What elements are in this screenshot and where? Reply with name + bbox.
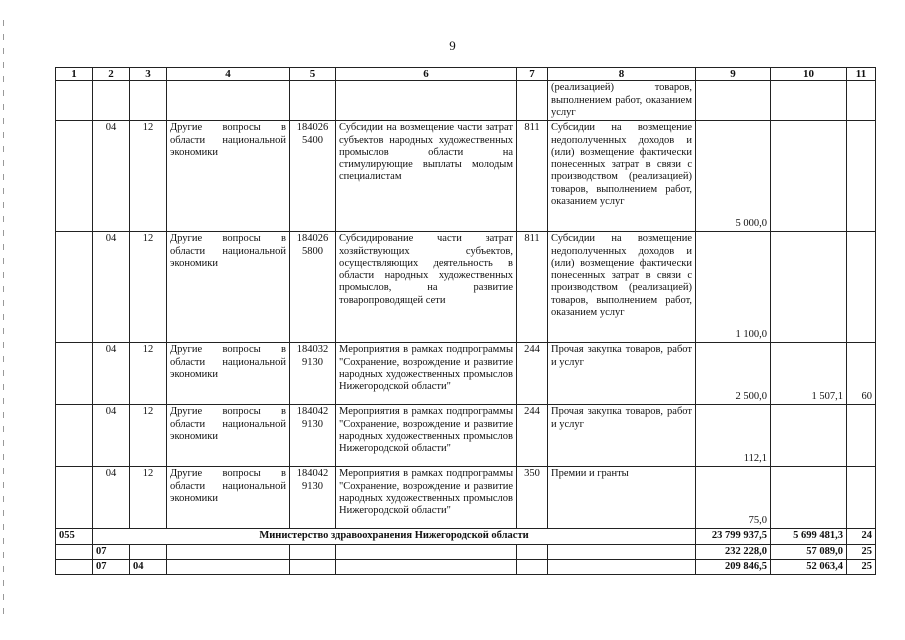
section-row — [56, 544, 876, 559]
cell-section: 07 — [93, 559, 130, 574]
header-cell: 1 — [56, 68, 93, 81]
cell-ministry-code: 055 — [56, 529, 93, 544]
table-cell — [696, 81, 771, 121]
table-cell — [290, 559, 336, 574]
header-cell: 11 — [847, 68, 876, 81]
table-cell — [93, 81, 130, 121]
table-body — [56, 68, 876, 575]
cell-percent — [847, 405, 876, 467]
cell-ministry — [56, 343, 93, 405]
table-cell — [167, 81, 290, 121]
cell-fact — [771, 232, 847, 343]
cell-kvr: 811 — [517, 121, 548, 232]
cell-target-name: Мероприятия в рамках подпрограммы "Сохранение, возрождение и развитие народных художественных промыслов Нижегородской области" — [336, 343, 517, 405]
cell-section-name: Другие вопросы в области национальной экономики — [167, 405, 290, 467]
header-cell: 2 — [93, 68, 130, 81]
ministry-row — [56, 529, 876, 544]
cell-plan: 2 500,0 — [696, 343, 771, 405]
table-row — [56, 232, 876, 343]
table-row — [56, 81, 876, 121]
cell-fact: 52 063,4 — [771, 559, 847, 574]
cell-plan: 1 100,0 — [696, 232, 771, 343]
header-cell: 8 — [548, 68, 696, 81]
cell-ministry — [56, 405, 93, 467]
cell-kvr: 244 — [517, 405, 548, 467]
cell-percent — [847, 121, 876, 232]
cell-kvr-name: Прочая закупка товаров, работ и услуг — [548, 343, 696, 405]
cell-section: 04 — [93, 343, 130, 405]
cell-section-name: Другие вопросы в области национальной экономики — [167, 232, 290, 343]
table-cell — [290, 544, 336, 559]
cell-subsection: 12 — [130, 405, 167, 467]
cell-kvr-name: Премии и гранты — [548, 467, 696, 529]
header-cell: 7 — [517, 68, 548, 81]
cell-subsection: 04 — [130, 559, 167, 574]
cell-ministry — [56, 544, 93, 559]
cell-fact — [771, 467, 847, 529]
scan-edge-mark — [3, 20, 4, 620]
cell-fact: 1 507,1 — [771, 343, 847, 405]
cell-kvr-name: Субсидии на возмещение недополученных доходов и (или) возмещение фактически понесенных затрат в связи с производством (реализацией) товаров, выполнением работ, оказанием услуг — [548, 232, 696, 343]
cell-fact — [771, 121, 847, 232]
cell-section: 07 — [93, 544, 130, 559]
cell-section: 04 — [93, 405, 130, 467]
cell-ministry — [56, 559, 93, 574]
cell-percent: 24 — [847, 529, 876, 544]
table-cell — [548, 544, 696, 559]
cell-section-name: Другие вопросы в области национальной экономики — [167, 467, 290, 529]
cell-kvr: 350 — [517, 467, 548, 529]
cell-target-code: 184026 5800 — [290, 232, 336, 343]
cell-target-name: Субсидии на возмещение части затрат субъектов народных художественных промыслов области на стимулирующие выплаты молодым специалистам — [336, 121, 517, 232]
table-cell — [56, 81, 93, 121]
cell-target-code: 184032 9130 — [290, 343, 336, 405]
table-cell — [517, 559, 548, 574]
cell-fact: 57 089,0 — [771, 544, 847, 559]
table-cell — [336, 559, 517, 574]
cell-plan: 232 228,0 — [696, 544, 771, 559]
cell-section: 04 — [93, 121, 130, 232]
cell-ministry — [56, 121, 93, 232]
table-row — [56, 405, 876, 467]
cell-plan: 5 000,0 — [696, 121, 771, 232]
cell-ministry — [56, 467, 93, 529]
table-cell — [130, 81, 167, 121]
cell-plan: 23 799 937,5 — [696, 529, 771, 544]
table-cell — [548, 559, 696, 574]
table-cell — [336, 544, 517, 559]
cell-target-code: 184026 5400 — [290, 121, 336, 232]
cell-subsection: 12 — [130, 232, 167, 343]
cell-target-name: Субсидирование части затрат хозяйствующих субъектов, осуществляющих деятельность в области народных художественных промыслов, на развитие товаропроводящей сети — [336, 232, 517, 343]
cell-target-name: Мероприятия в рамках подпрограммы "Сохранение, возрождение и развитие народных художественных промыслов Нижегородской области" — [336, 405, 517, 467]
cell-percent: 25 — [847, 559, 876, 574]
cell-kvr-name: Субсидии на возмещение недополученных доходов и (или) возмещение фактически понесенных затрат в связи с производством (реализацией) товаров, выполнением работ, оказанием услуг — [548, 121, 696, 232]
table-cell — [336, 81, 517, 121]
section-row — [56, 559, 876, 574]
cell-target-code: 184042 9130 — [290, 405, 336, 467]
header-row — [56, 68, 876, 81]
cell-section-name: Другие вопросы в области национальной экономики — [167, 121, 290, 232]
cell-section: 04 — [93, 467, 130, 529]
cell-plan: 112,1 — [696, 405, 771, 467]
header-cell: 3 — [130, 68, 167, 81]
cell-subsection — [130, 544, 167, 559]
table-cell — [517, 544, 548, 559]
cell-percent — [847, 467, 876, 529]
cell-ministry — [56, 232, 93, 343]
table-cell — [167, 544, 290, 559]
cell-fact — [771, 405, 847, 467]
table-cell — [517, 81, 548, 121]
cell-percent — [847, 232, 876, 343]
budget-table — [55, 67, 876, 575]
header-cell: 10 — [771, 68, 847, 81]
header-cell: 5 — [290, 68, 336, 81]
cell-plan: 75,0 — [696, 467, 771, 529]
header-cell: 9 — [696, 68, 771, 81]
cell-subsection: 12 — [130, 467, 167, 529]
cell-plan: 209 846,5 — [696, 559, 771, 574]
cell-percent: 60 — [847, 343, 876, 405]
cell-kvr-name: Прочая закупка товаров, работ и услуг — [548, 405, 696, 467]
table-cell — [847, 81, 876, 121]
table-row — [56, 121, 876, 232]
table-cell — [771, 81, 847, 121]
cell-fact: 5 699 481,3 — [771, 529, 847, 544]
cell-subsection: 12 — [130, 121, 167, 232]
cell-percent: 25 — [847, 544, 876, 559]
cell-kvr: 811 — [517, 232, 548, 343]
cell-section-name: Другие вопросы в области национальной экономики — [167, 343, 290, 405]
table-cell — [167, 559, 290, 574]
cell-target-code: 184042 9130 — [290, 467, 336, 529]
header-cell: 6 — [336, 68, 517, 81]
table-row — [56, 343, 876, 405]
table-cell — [290, 81, 336, 121]
cell-kvr: 244 — [517, 343, 548, 405]
header-cell: 4 — [167, 68, 290, 81]
table-row — [56, 467, 876, 529]
cell-ministry-name: Министерство здравоохранения Нижегородской области — [93, 529, 696, 544]
page-number: 9 — [449, 38, 456, 53]
cell-subsection: 12 — [130, 343, 167, 405]
cell-section: 04 — [93, 232, 130, 343]
cell-target-name: Мероприятия в рамках подпрограммы "Сохранение, возрождение и развитие народных художественных промыслов Нижегородской области" — [336, 467, 517, 529]
cell-kvr-name: (реализацией) товаров, выполнением работ, оказанием услуг — [548, 81, 696, 121]
